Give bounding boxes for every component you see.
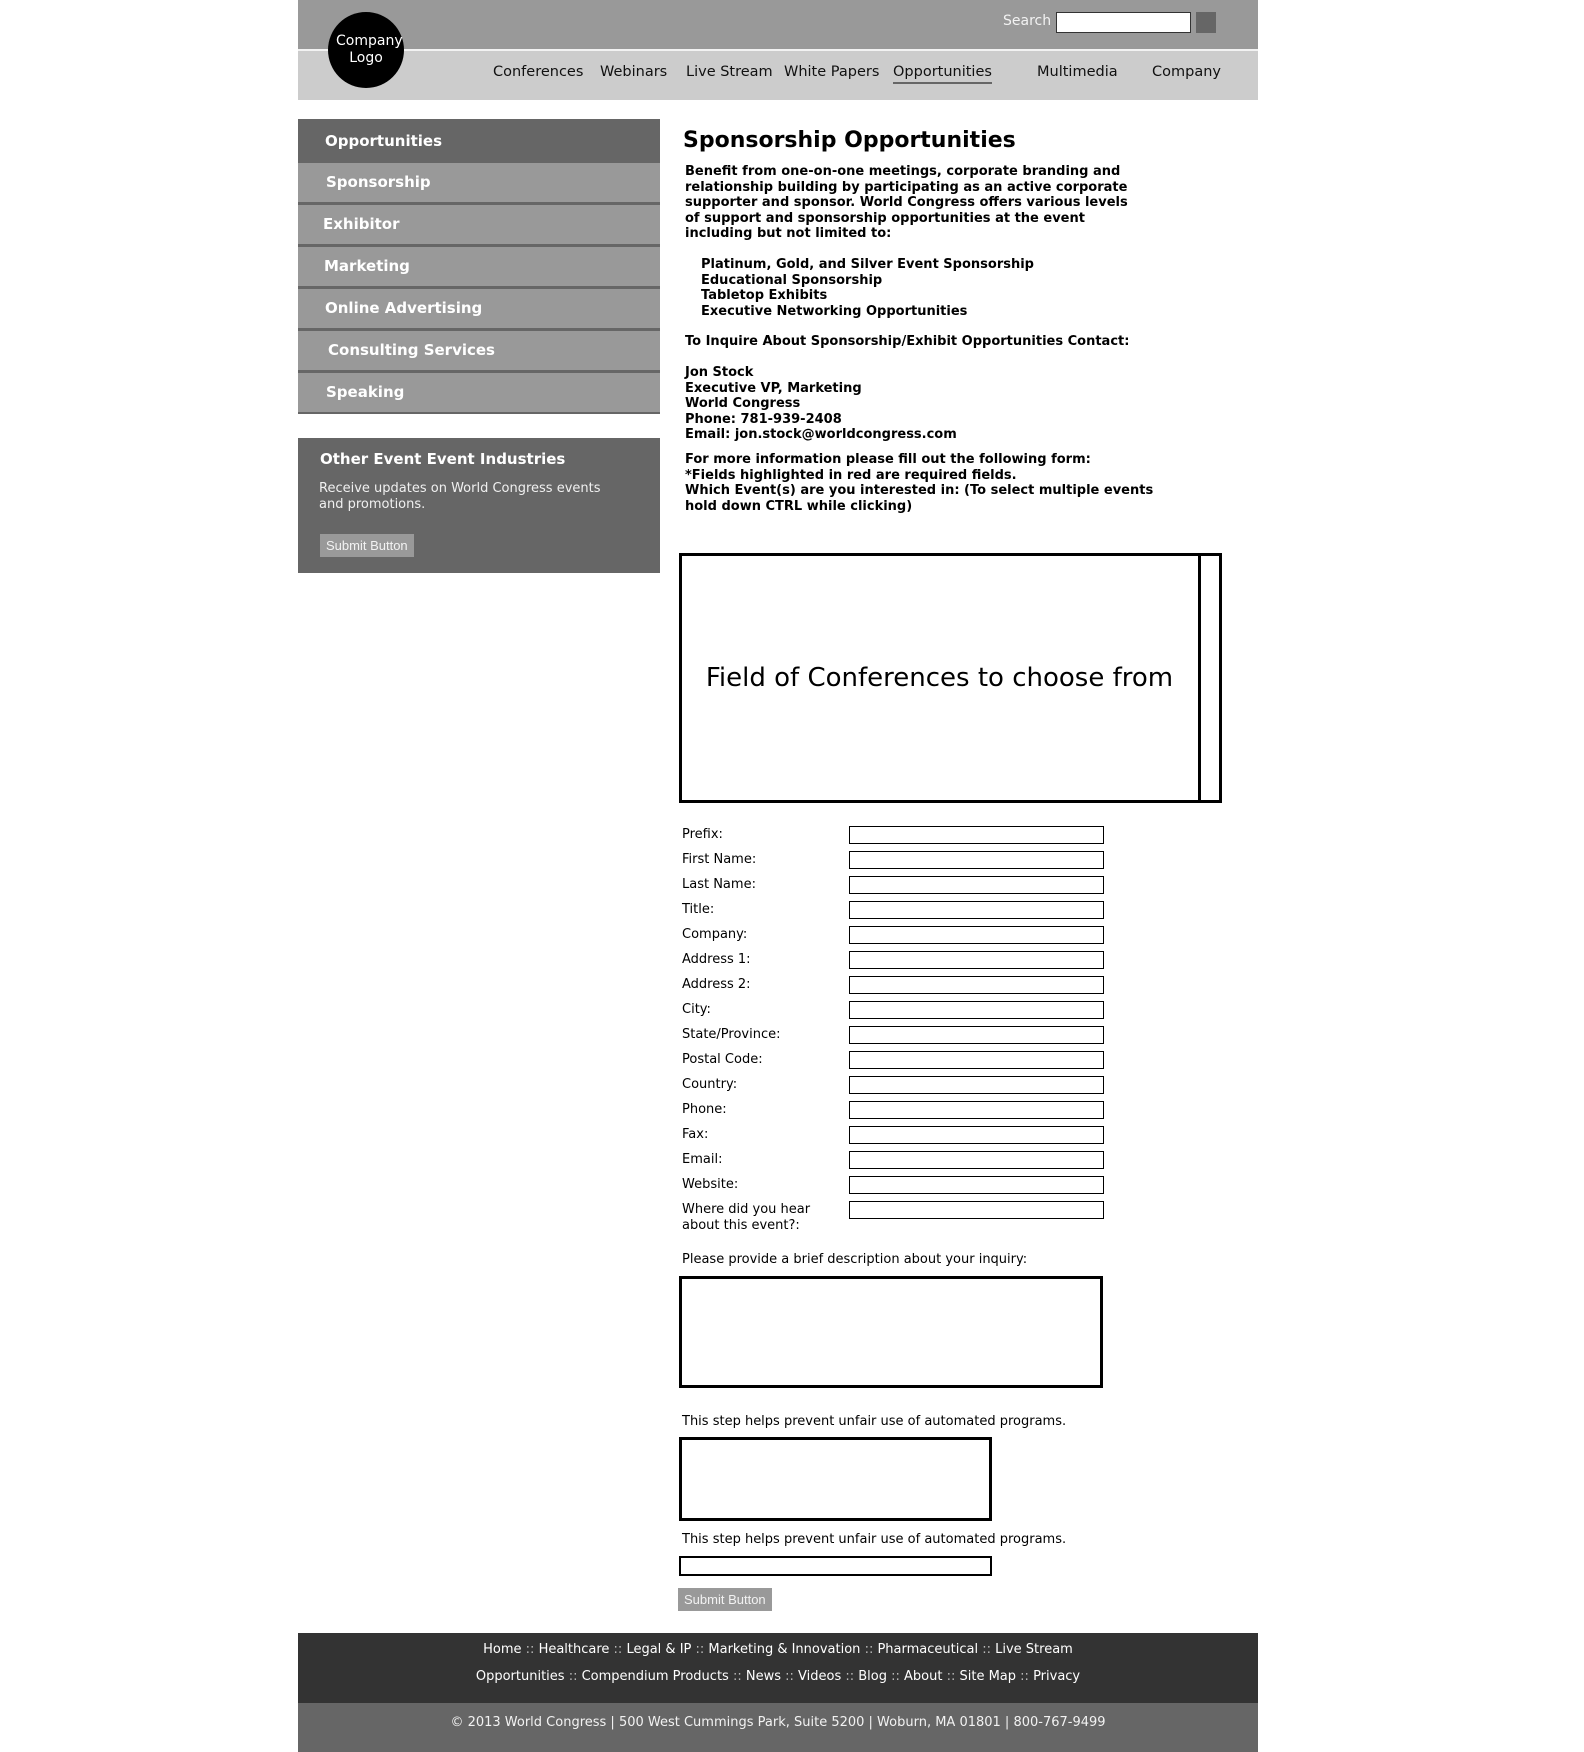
field-label: Address 2:: [682, 977, 751, 992]
footer-links-row-1: [298, 1642, 1258, 1657]
website-input[interactable]: [849, 1176, 1104, 1194]
newsletter-promo: [298, 438, 660, 573]
sidebar-item-online-advertising[interactable]: Online Advertising: [298, 289, 660, 331]
footer-links: [298, 1633, 1258, 1703]
captcha-input-label: This step helps prevent unfair use of automated programs.: [682, 1532, 1067, 1547]
footer-separator: ::: [860, 1642, 878, 1657]
listbox-scrollbar[interactable]: [1198, 556, 1219, 800]
footer-separator: ::: [564, 1669, 582, 1684]
field-label: Title:: [682, 902, 715, 917]
contact-role: Executive VP, Marketing: [685, 380, 862, 396]
captcha-image: [679, 1437, 992, 1521]
sidebar-item-exhibitor[interactable]: Exhibitor: [298, 205, 660, 247]
state-province-input[interactable]: [849, 1026, 1104, 1044]
footer-link[interactable]: Privacy: [1033, 1669, 1081, 1684]
footer-link[interactable]: Live Stream: [995, 1642, 1073, 1657]
search-input[interactable]: [1056, 12, 1191, 33]
contact-name: Jon Stock: [685, 365, 754, 380]
footer-link[interactable]: Videos: [798, 1669, 842, 1684]
sidebar: [298, 119, 660, 414]
nav-white-papers[interactable]: White Papers: [784, 64, 880, 80]
description-label: Please provide a brief description about your inquiry:: [682, 1252, 1028, 1267]
description-textarea[interactable]: [679, 1276, 1103, 1388]
title-input[interactable]: [849, 901, 1104, 919]
nav-conferences[interactable]: Conferences: [493, 64, 584, 80]
footer-link[interactable]: Pharmaceutical: [877, 1642, 979, 1657]
footer-link[interactable]: Healthcare: [538, 1642, 610, 1657]
field-label: Company:: [682, 927, 748, 942]
address-1-input[interactable]: [849, 951, 1104, 969]
field-label: Country:: [682, 1077, 738, 1092]
fax-input[interactable]: [849, 1126, 1104, 1144]
field-label: Postal Code:: [682, 1052, 763, 1067]
list-item: Executive Networking Opportunities: [701, 303, 968, 319]
form-instruction-1: For more information please fill out the following form:: [685, 452, 1091, 467]
postal-code-input[interactable]: [849, 1051, 1104, 1069]
form-instructions: [685, 452, 1155, 514]
footer-link[interactable]: Compendium Products: [581, 1669, 729, 1684]
address-2-input[interactable]: [849, 976, 1104, 994]
footer-separator: ::: [691, 1642, 709, 1657]
footer-link[interactable]: Legal & IP: [626, 1642, 692, 1657]
sidebar-item-sponsorship[interactable]: Sponsorship: [298, 163, 660, 205]
phone-input[interactable]: [849, 1101, 1104, 1119]
captcha-label: This step helps prevent unfair use of automated programs.: [682, 1414, 1067, 1429]
promo-title: Other Event Event Industries: [320, 450, 566, 468]
field-label: Fax:: [682, 1127, 709, 1142]
sidebar-heading[interactable]: Opportunities: [298, 119, 660, 163]
field-label: City:: [682, 1002, 711, 1017]
field-label: Address 1:: [682, 952, 751, 967]
field-label: First Name:: [682, 852, 757, 867]
page-title: Sponsorship Opportunities: [683, 128, 1016, 153]
prefix-input[interactable]: [849, 826, 1104, 844]
footer-separator: ::: [609, 1642, 627, 1657]
footer-link[interactable]: Site Map: [959, 1669, 1017, 1684]
conference-listbox[interactable]: [679, 553, 1222, 803]
sidebar-item-consulting-services[interactable]: Consulting Services: [298, 331, 660, 373]
field-label: Prefix:: [682, 827, 723, 842]
footer-separator: ::: [978, 1642, 996, 1657]
company-logo[interactable]: [328, 12, 404, 88]
search-button[interactable]: [1196, 12, 1216, 33]
list-item: Platinum, Gold, and Silver Event Sponsorship: [701, 257, 1034, 272]
footer-link[interactable]: Blog: [858, 1669, 887, 1684]
email-input[interactable]: [849, 1151, 1104, 1169]
form-submit-button[interactable]: Submit Button: [678, 1588, 772, 1611]
footer-separator: ::: [728, 1669, 746, 1684]
field-label: State/Province:: [682, 1027, 781, 1042]
listbox-placeholder: Field of Conferences to choose from: [705, 663, 1174, 693]
footer-links-row-2: [298, 1669, 1258, 1684]
where-did-you-hear-about-this-event-input[interactable]: [849, 1201, 1104, 1219]
footer-separator: ::: [942, 1669, 960, 1684]
footer-link[interactable]: About: [904, 1669, 943, 1684]
last-name-input[interactable]: [849, 876, 1104, 894]
first-name-input[interactable]: [849, 851, 1104, 869]
footer-link[interactable]: Marketing & Innovation: [708, 1642, 861, 1657]
logo-text: Company Logo: [336, 33, 403, 66]
form-instruction-3: Which Event(s) are you interested in: (To select multiple events hold down CTRL while clicking): [685, 483, 1154, 514]
promo-submit-button[interactable]: Submit Button: [320, 534, 414, 557]
sidebar-item-speaking[interactable]: Speaking: [298, 373, 660, 414]
nav-multimedia[interactable]: Multimedia: [1037, 64, 1118, 80]
footer-link[interactable]: Home: [483, 1642, 522, 1657]
copyright: © 2013 World Congress | 500 West Cummings Park, Suite 5200 | Woburn, MA 01801 | 800-767-9499: [450, 1715, 1106, 1730]
footer-separator: ::: [780, 1669, 799, 1684]
form-instruction-2: *Fields highlighted in red are required fields.: [685, 467, 1017, 483]
nav-opportunities[interactable]: Opportunities: [893, 64, 992, 84]
contact-email[interactable]: Email: jon.stock@worldcongress.com: [685, 427, 957, 442]
page: [298, 0, 1258, 1752]
footer-separator: ::: [841, 1669, 859, 1684]
list-item: Educational Sponsorship: [701, 272, 883, 288]
sponsorship-list: [701, 257, 1034, 319]
contact-org: World Congress: [685, 396, 801, 411]
footer-separator: ::: [1016, 1669, 1034, 1684]
field-label: Phone:: [682, 1102, 727, 1117]
country-input[interactable]: [849, 1076, 1104, 1094]
company-input[interactable]: [849, 926, 1104, 944]
field-label: Where did you hear about this event?:: [682, 1202, 811, 1233]
footer-link[interactable]: Opportunities: [475, 1669, 565, 1684]
nav-webinars[interactable]: Webinars: [600, 64, 668, 80]
footer-separator: ::: [521, 1642, 539, 1657]
intro-paragraph: Benefit from one-on-one meetings, corporate branding and relationship building by participating as an active corporate supporter and sponsor. World Congress offers various levels of support and sponsorship opportunities at the event including but not limited to:: [685, 164, 1128, 241]
list-item: Tabletop Exhibits: [701, 288, 828, 303]
contact-block: [685, 365, 957, 443]
sidebar-item-marketing[interactable]: Marketing: [298, 247, 660, 289]
inquire-heading: To Inquire About Sponsorship/Exhibit Opportunities Contact:: [685, 334, 1130, 349]
field-label: Email:: [682, 1152, 723, 1167]
nav-company[interactable]: Company: [1152, 64, 1221, 80]
nav-live-stream[interactable]: Live Stream: [686, 64, 773, 80]
footer-link[interactable]: News: [745, 1669, 781, 1684]
captcha-input[interactable]: [679, 1556, 992, 1576]
city-input[interactable]: [849, 1001, 1104, 1019]
footer-bottom: [298, 1703, 1258, 1752]
field-label: Last Name:: [682, 877, 756, 892]
promo-text: Receive updates on World Congress events and promotions.: [319, 481, 601, 512]
footer-separator: ::: [887, 1669, 905, 1684]
contact-phone: Phone: 781-939-2408: [685, 411, 842, 427]
field-label: Website:: [682, 1177, 739, 1192]
search-label: Search: [1003, 13, 1052, 29]
